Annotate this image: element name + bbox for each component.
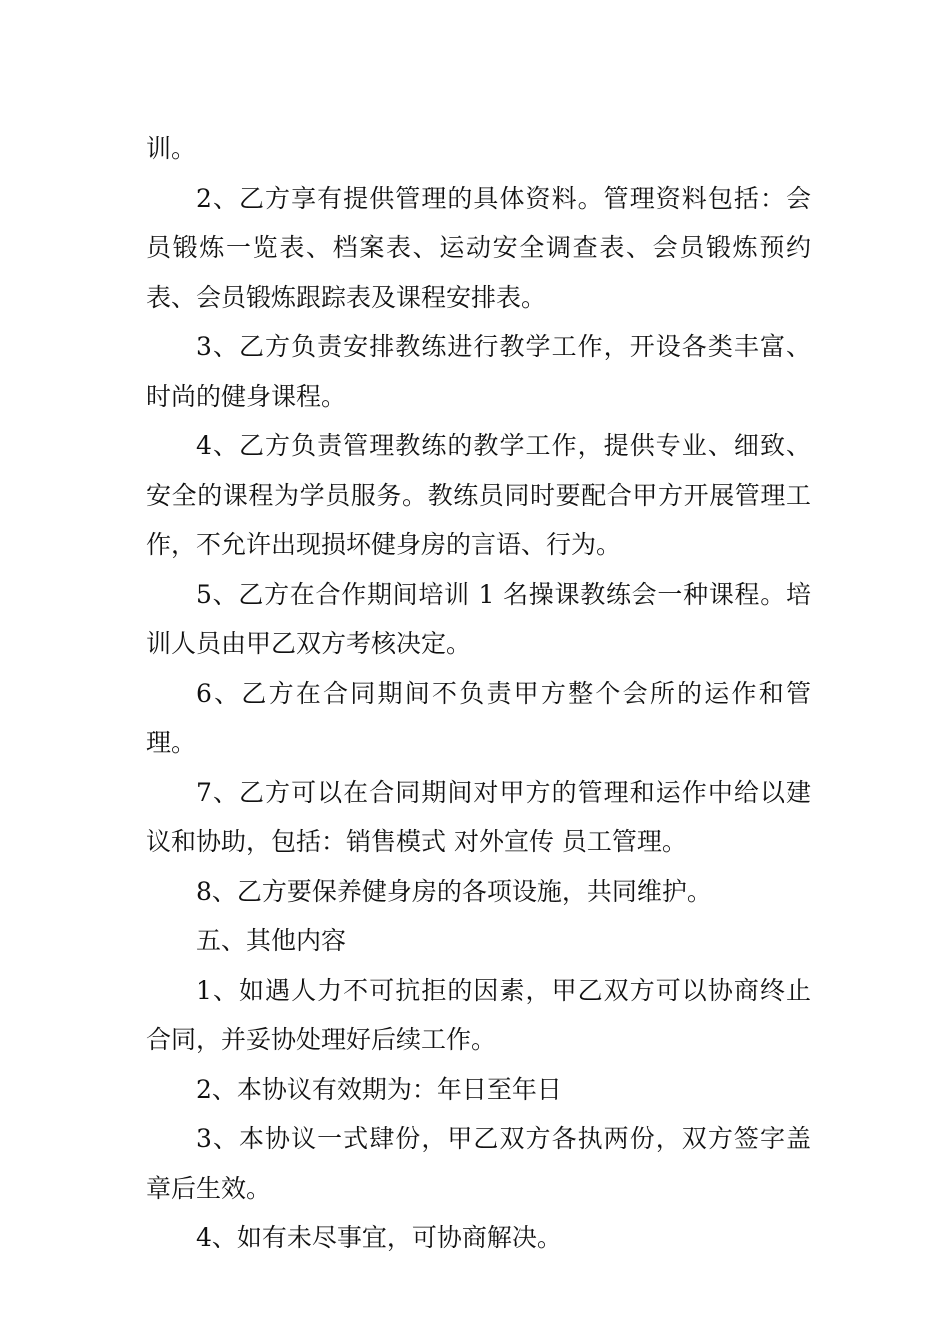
- paragraph-item-5: 5、乙方在合作期间培训 1 名操课教练会一种课程。培训人员由甲乙双方考核决定。: [146, 579, 811, 658]
- section-heading-other: 五、其他内容: [196, 926, 347, 955]
- paragraph-item-7: 7、乙方可以在合同期间对甲方的管理和运作中给以建议和协助，包括：销售模式 对外宣传 员工管理。: [146, 777, 811, 856]
- paragraph-other-2: 2、本协议有效期为：年日至年日: [196, 1074, 562, 1104]
- paragraph-item-4: 4、乙方负责管理教练的教学工作，提供专业、细致、安全的课程为学员服务。教练员同时要配合甲方开展管理工作，不允许出现损坏健身房的言语、行为。: [146, 431, 811, 559]
- paragraph-continuation: 训。: [146, 134, 197, 163]
- paragraph-other-1: 1、如遇人力不可抗拒的因素，甲乙双方可以协商终止合同，并妥协处理好后续工作。: [146, 975, 811, 1054]
- paragraph-item-3: 3、乙方负责安排教练进行教学工作，开设各类丰富、时尚的健身课程。: [146, 332, 811, 411]
- paragraph-item-2: 2、乙方享有提供管理的具体资料。管理资料包括：会员锻炼一览表、档案表、运动安全调查表、会员锻炼预约表、会员锻炼跟踪表及课程安排表。: [146, 183, 811, 312]
- paragraph-other-3: 3、本协议一式肆份，甲乙双方各执两份，双方签字盖章后生效。: [146, 1124, 811, 1203]
- document-body: [146, 124, 811, 1263]
- paragraph-item-6: 6、乙方在合同期间不负责甲方整个会所的运作和管理。: [146, 678, 811, 757]
- paragraph-item-8: 8、乙方要保养健身房的各项设施，共同维护。: [196, 876, 712, 906]
- paragraph-other-4: 4、如有未尽事宜，可协商解决。: [196, 1223, 562, 1252]
